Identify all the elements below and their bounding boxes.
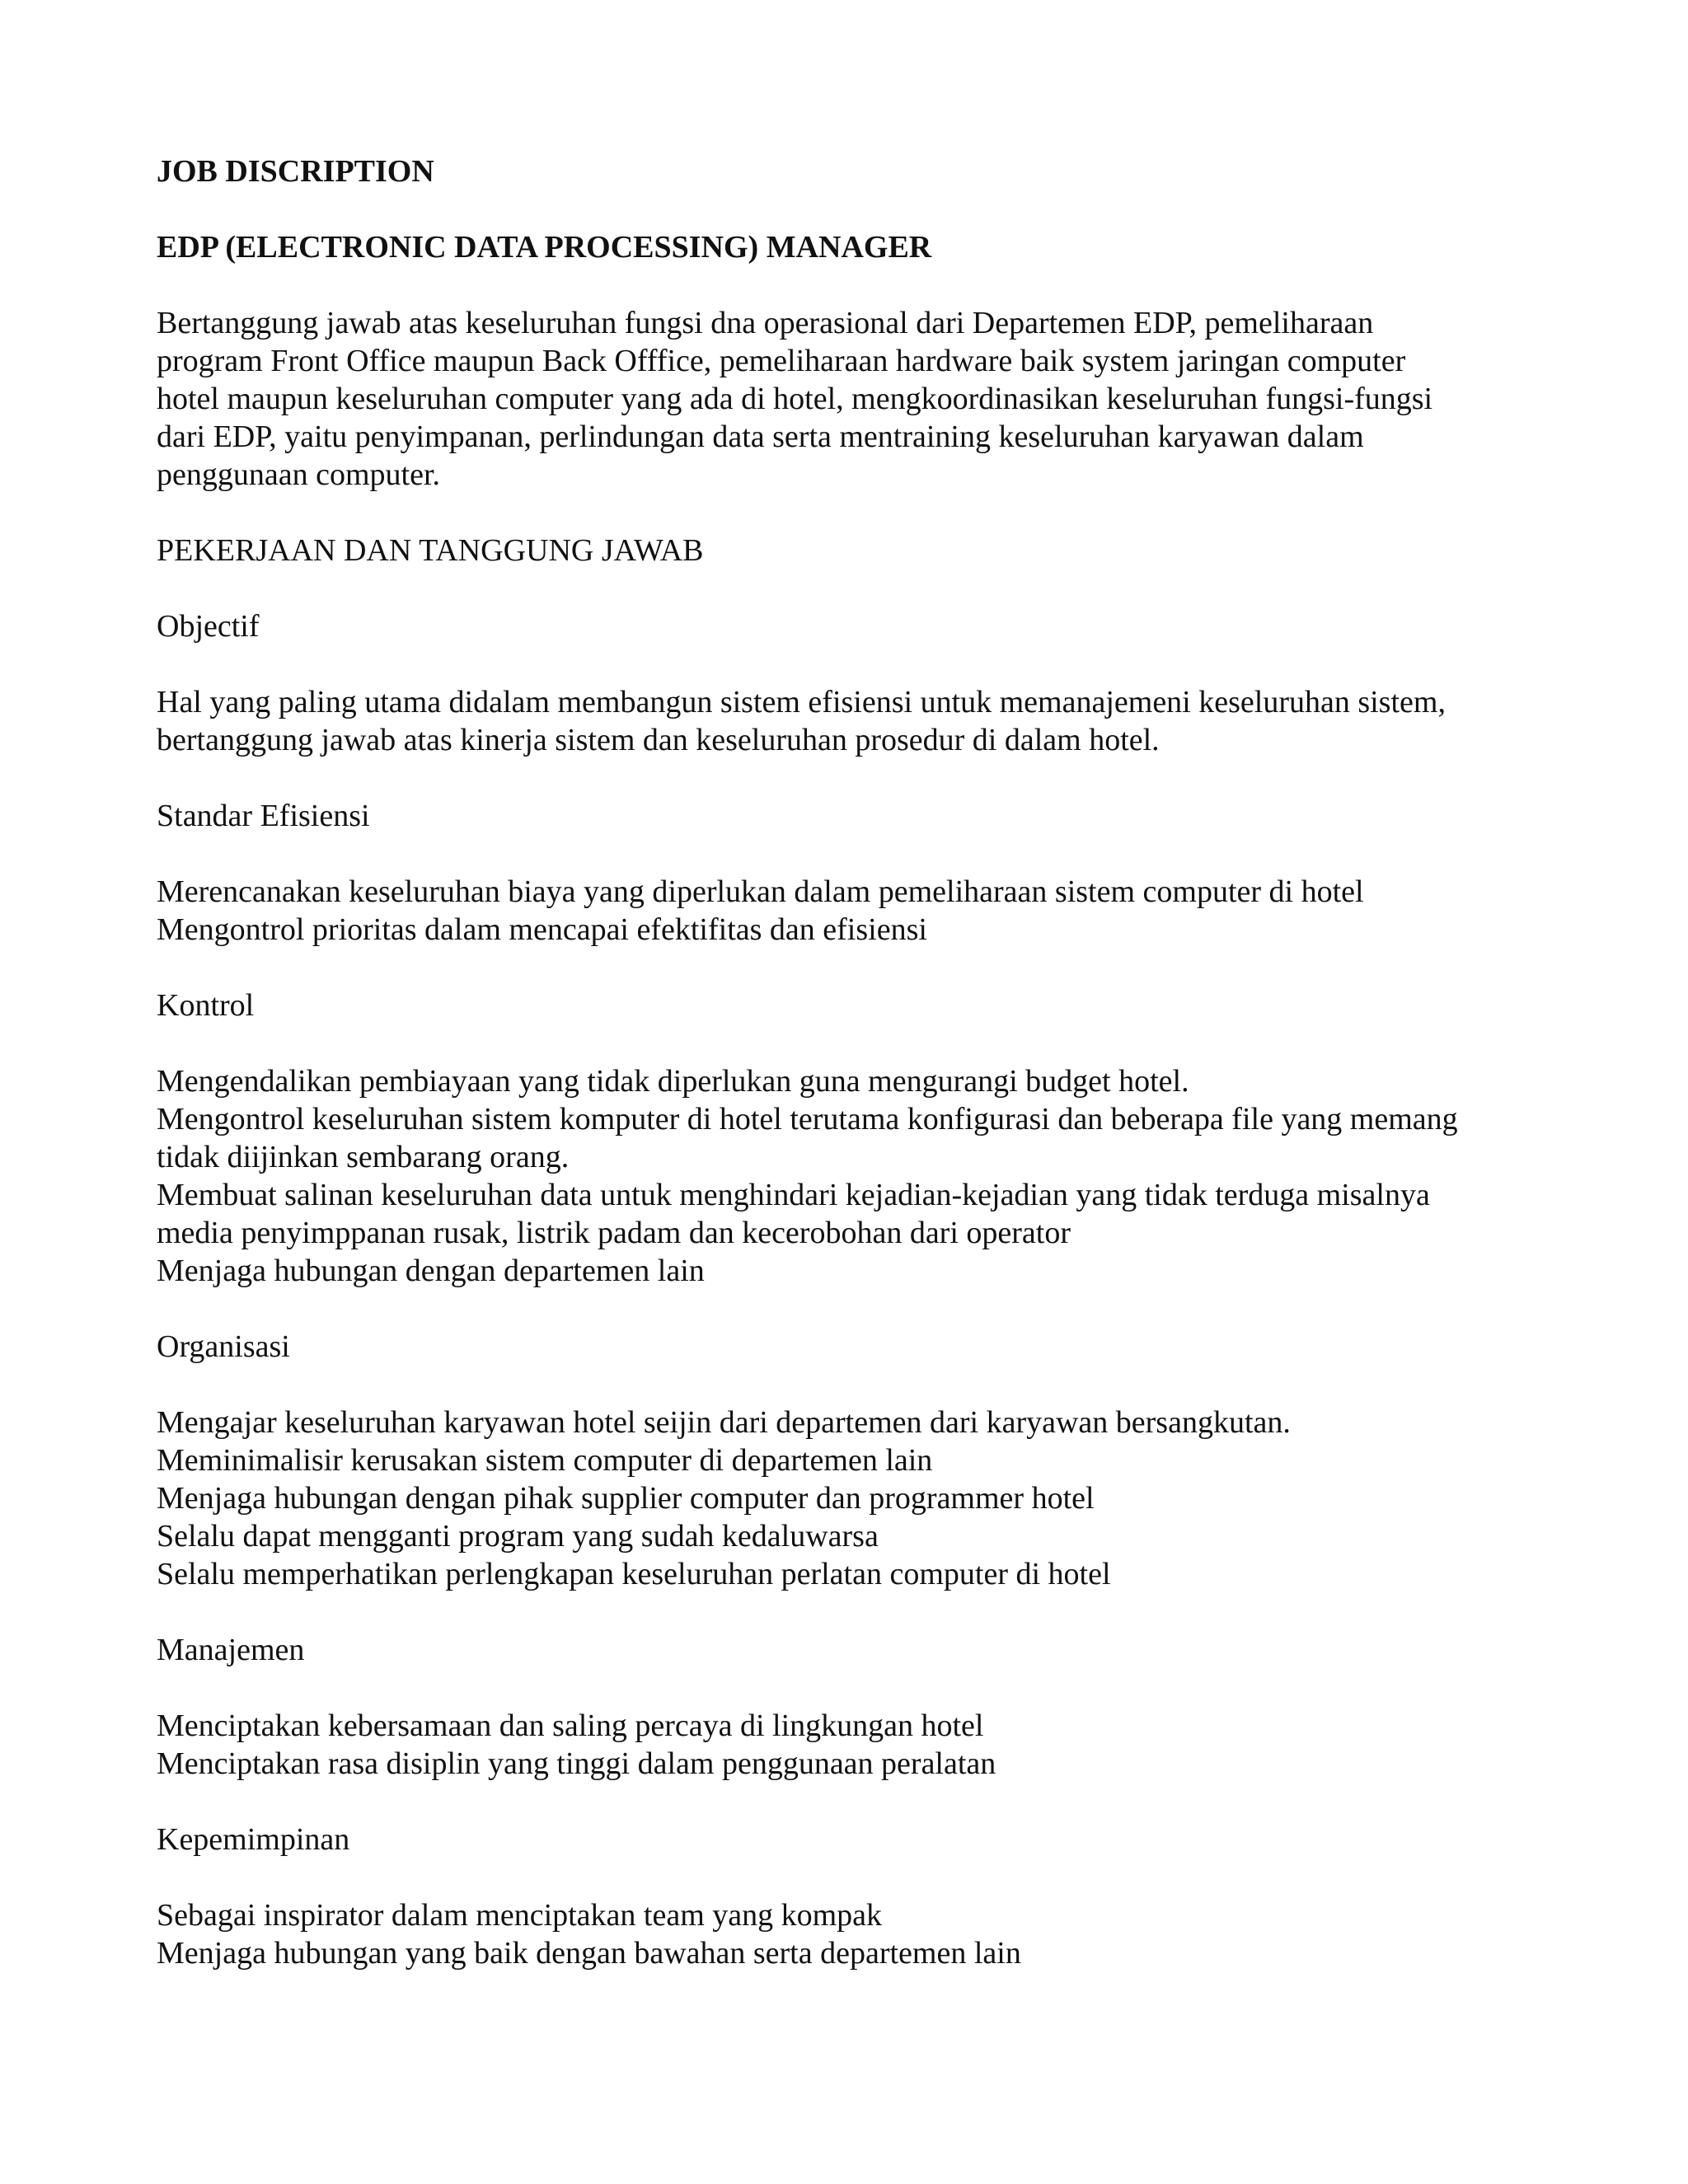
section-heading-kepemimpinan: Kepemimpinan [157, 1822, 350, 1857]
body-line: Mengontrol prioritas dalam mencapai efektifitas dan efisiensi [157, 912, 927, 947]
body-line: Selalu memperhatikan perlengkapan keseluruhan perlatan computer di hotel [157, 1557, 1111, 1591]
body-line: Membuat salinan keseluruhan data untuk menghindari kejadian-kejadian yang tidak terduga misalnya [157, 1178, 1430, 1212]
body-line: Menjaga hubungan yang baik dengan bawahan serta departemen lain [157, 1936, 1021, 1971]
section-heading-manajemen: Manajemen [157, 1633, 305, 1667]
document-title: JOB DISCRIPTION [157, 154, 434, 189]
intro-line: hotel maupun keseluruhan computer yang ada di hotel, mengkoordinasikan keseluruhan fungsi-fungsi [157, 382, 1433, 416]
intro-line: program Front Office maupun Back Offfice, pemeliharaan hardware baik system jaringan computer [157, 344, 1406, 378]
section-heading-organisasi: Organisasi [157, 1329, 290, 1364]
body-line: media penyimppanan rusak, listrik padam dan kecerobohan dari operator [157, 1216, 1071, 1250]
document-page [157, 152, 1558, 2010]
body-line: Menjaga hubungan dengan pihak supplier computer dan programmer hotel [157, 1481, 1095, 1516]
section-heading-objectif: Objectif [157, 609, 260, 644]
intro-line: Bertanggung jawab atas keseluruhan fungsi dna operasional dari Departemen EDP, pemeliharaan [157, 306, 1374, 340]
section-body-organisasi [157, 1404, 1558, 1593]
section-body-objectif [157, 683, 1558, 759]
body-line: Sebagai inspirator dalam menciptakan team yang kompak [157, 1898, 883, 1933]
body-line: Mengontrol keseluruhan sistem komputer di hotel terutama konfigurasi dan beberapa file yang memang [157, 1102, 1458, 1137]
intro-paragraph [157, 304, 1558, 494]
body-line: Menciptakan rasa disiplin yang tinggi dalam penggunaan peralatan [157, 1746, 996, 1781]
body-line: tidak diijinkan sembarang orang. [157, 1140, 570, 1174]
body-line: Meminimalisir kerusakan sistem computer di departemen lain [157, 1443, 933, 1478]
section-body-manajemen [157, 1707, 1558, 1783]
section-body-kepemimpinan [157, 1896, 1558, 1972]
body-line: Menciptakan kebersamaan dan saling percaya di lingkungan hotel [157, 1708, 984, 1743]
body-line: bertanggung jawab atas kinerja sistem dan keseluruhan prosedur di dalam hotel. [157, 723, 1160, 757]
section-heading-kontrol: Kontrol [157, 988, 255, 1023]
section-body-standar-efisiensi [157, 873, 1558, 949]
body-line: Mengajar keseluruhan karyawan hotel seijin dari departemen dari karyawan bersangkutan. [157, 1405, 1291, 1440]
section-body-kontrol [157, 1062, 1558, 1290]
body-line: Selalu dapat mengganti program yang sudah kedaluwarsa [157, 1519, 879, 1554]
body-line: Hal yang paling utama didalam membangun sistem efisiensi untuk memanajemeni keseluruhan sistem, [157, 685, 1446, 719]
body-line: Mengendalikan pembiayaan yang tidak diperlukan guna mengurangi budget hotel. [157, 1064, 1189, 1099]
intro-line: dari EDP, yaitu penyimpanan, perlindungan data serta mentraining keseluruhan karyawan dalam [157, 419, 1364, 454]
position-title: EDP (ELECTRONIC DATA PROCESSING) MANAGER [157, 230, 932, 265]
body-line: Menjaga hubungan dengan departemen lain [157, 1254, 705, 1288]
intro-line: penggunaan computer. [157, 457, 441, 492]
section-heading-standar-efisiensi: Standar Efisiensi [157, 799, 370, 833]
body-line: Merencanakan keseluruhan biaya yang diperlukan dalam pemeliharaan sistem computer di hotel [157, 874, 1364, 909]
section-heading-main: PEKERJAAN DAN TANGGUNG JAWAB [157, 533, 704, 568]
